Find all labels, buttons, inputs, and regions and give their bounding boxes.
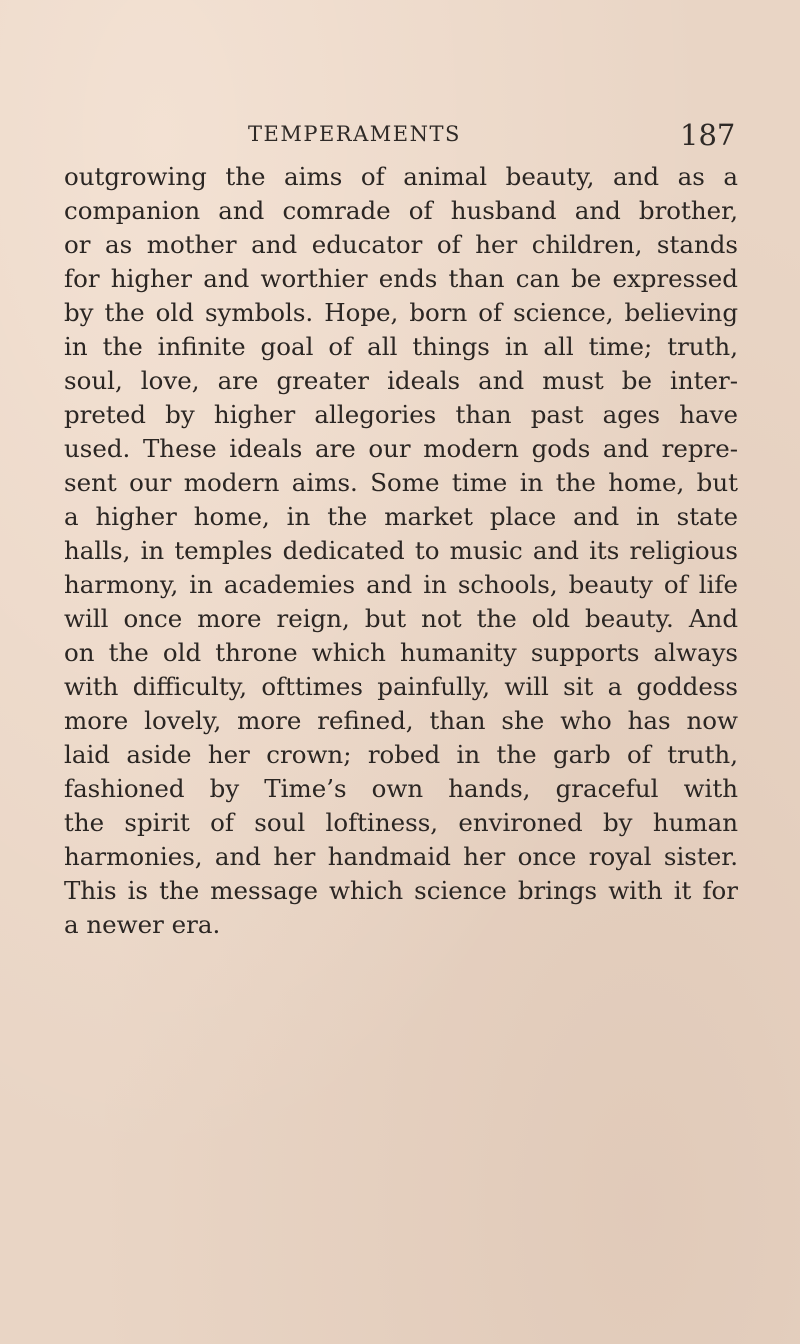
text-line: companion and comrade of husband and brother,: [64, 196, 738, 225]
text-line: soul, love, are greater ideals and must be inter-: [64, 366, 738, 395]
text-line: for higher and worthier ends than can be expressed: [64, 264, 738, 293]
text-line: harmonies, and her handmaid her once royal sister.: [64, 842, 738, 871]
text-line: used. These ideals are our modern gods and repre-: [64, 434, 738, 463]
text-line: fashioned by Time’s own hands, graceful with: [64, 774, 738, 803]
chapter-title: TEMPERAMENTS: [248, 122, 461, 146]
text-line: sent our modern aims. Some time in the home, but: [64, 468, 738, 497]
text-line: outgrowing the aims of animal beauty, and as a: [64, 162, 738, 191]
text-line: harmony, in academies and in schools, beauty of life: [64, 570, 738, 599]
text-line: a higher home, in the market place and in state: [64, 502, 738, 531]
text-line: with difficulty, ofttimes painfully, will sit a goddess: [64, 672, 738, 701]
text-line: the spirit of soul loftiness, environed by human: [64, 808, 738, 837]
page-number: 187: [680, 118, 736, 152]
text-line: This is the message which science brings with it for: [64, 876, 738, 905]
text-line: or as mother and educator of her children, stands: [64, 230, 738, 259]
text-line: more lovely, more refined, than she who has now: [64, 706, 738, 735]
text-line: on the old throne which humanity supports always: [64, 638, 738, 667]
text-line: by the old symbols. Hope, born of science, believing: [64, 298, 738, 327]
text-line: will once more reign, but not the old beauty. And: [64, 604, 738, 633]
text-line: in the infinite goal of all things in all time; truth,: [64, 332, 738, 361]
text-line: preted by higher allegories than past ages have: [64, 400, 738, 429]
text-line: laid aside her crown; robed in the garb of truth,: [64, 740, 738, 769]
text-line-last: a newer era.: [64, 910, 221, 939]
body-paragraph: [64, 160, 738, 942]
running-head: [0, 118, 800, 158]
text-line: halls, in temples dedicated to music and its religious: [64, 536, 738, 565]
